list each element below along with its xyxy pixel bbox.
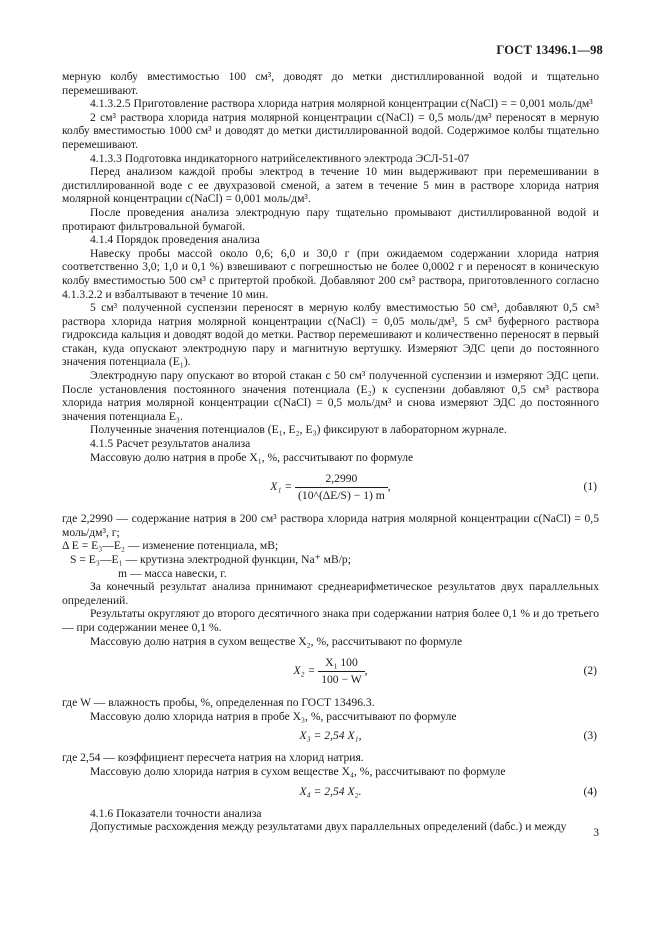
fraction-denominator: 100 − W: [321, 672, 362, 686]
fraction: [295, 472, 388, 502]
section-heading-4-1-4: 4.1.4 Порядок проведения анализа: [90, 233, 260, 247]
paragraph: Массовую долю натрия в сухом веществе X₂, %, рассчитывают по формуле: [90, 634, 463, 648]
paragraph: Массовую долю хлорида натрия в сухом веществе X₄, %, рассчитывают по формуле: [90, 764, 506, 778]
paragraph: где 2,54 — коэффициент пересчета натрия на хлорид натрия.: [62, 751, 364, 765]
paragraph: Результаты округляют до второго десятичного знака при содержании натрия более 0,1 % и до третьего — при содержании менее 0,1 %.: [62, 607, 599, 634]
paragraph: Навеску пробы массой около 0,6; 6,0 и 30,0 г (при ожидаемом содержании хлорида натрия соответственно 3,0; 1,0 и 0,1 %) взвешивают с погрешностью не более 0,0002 г и переносят в коническую колбу вместимостью 500 см³ с притертой пробкой. Добавляют 200 см³ раствора, приготовленного согласно 4.1.3.2.2 и взбалтывают в течение 10 мин.: [62, 246, 599, 301]
legend-line: S = E₃—E₁ — крутизна электродной функции, Na⁺ мВ/р;: [70, 553, 351, 566]
fraction: [318, 656, 364, 686]
formula-lhs: X₂ =: [293, 663, 316, 677]
paragraph: 2 см³ раствора хлорида натрия молярной концентрации c(NaCl) = 0,5 моль/дм³ переносят в мерную колбу вместимостью 1000 см³ и доводят до метки дистиллированной водой. Содержимое колбы тщательно перемешивают.: [62, 110, 599, 151]
formula-3: [62, 726, 599, 746]
paragraph: Перед анализом каждой пробы электрод в течение 10 мин выдерживают при перемешивании в дистиллированной воде с ее двухразовой сменой, а затем в течение 5 мин в растворе хлорида натрия молярной концентрации c(NaCl) = 0,001 моль/дм³.: [62, 165, 599, 206]
fraction-denominator: (10^(ΔE/S) − 1) m: [298, 488, 385, 502]
formula-2: X₂ = $\frac{\text{X₁ 100}}{100 - W}$ , (2): [293, 656, 597, 686]
formula-expression: X₃ = 2,54 X₁,: [299, 729, 362, 743]
paragraph: Массовую долю хлорида натрия в пробе X₃, %, рассчитывают по формуле: [90, 709, 457, 723]
fraction-numerator: X₁ 100: [318, 656, 364, 672]
paragraph: За конечный результат анализа принимают среднеарифметическое результатов двух параллельных определений.: [62, 580, 599, 607]
paragraph: После проведения анализа электродную пару тщательно промывают дистиллированной водой и протирают фильтровальной бумагой.: [62, 205, 599, 233]
formula-4: [62, 782, 599, 802]
formula-legend: [62, 512, 599, 580]
legend-line: Δ E = E₃—E₂ — изменение потенциала, мВ;: [62, 539, 279, 553]
formula-expression: X₄ = 2,54 X₂.: [299, 784, 362, 798]
paragraph: Электродную пару опускают во второй стакан с 50 см³ полученной суспензии и измеряют ЭДС цепи. После установления постоянного значения потенциала (E₂) к суспензии добавляют 0,5 см³ раствора хлорида натрия молярной концентрации c(NaCl) = 0,5 моль/дм³ и снова измеряют ЭДС до постоянного значения потенциала E₃.: [62, 369, 599, 423]
paragraph: 5 см³ полученной суспензии переносят в мерную колбу вместимостью 50 см³, добавляют 0,5 см³ раствора хлорида натрия молярной концентрации c(NaCl) = 0,05 моль/дм³, 5 см³ буферного раствора гидроксида кальция и доводят водой до метки. Раствор перемешивают и количественно переносят в первый стакан, куда опускают электродную пару и магнитную вертушку. Измеряют ЭДС цепи до постоянного значения потенциала (E₁).: [62, 301, 599, 369]
legend-line: m — масса навески, г.: [118, 566, 227, 580]
paragraph: где W — влажность пробы, %, определенная по ГОСТ 13496.3.: [62, 696, 375, 710]
document-body: [62, 70, 599, 834]
paragraph: мерную колбу вместимостью 100 см³, доводят до метки дистиллированной водой и тщательно перемешивают.: [62, 70, 599, 97]
formula-number: (3): [583, 729, 597, 743]
section-heading-4-1-3-3: 4.1.3.3 Подготовка индикаторного натрийселективного электрода ЭСЛ-51-07: [90, 151, 470, 165]
page-number: 3: [593, 826, 599, 839]
formula-number: (2): [583, 664, 597, 678]
formula-1: X₁ = $\frac{2,2990}{(10\^{}(\Delta E/S) - 1) m}$ , (1): [270, 472, 597, 502]
section-heading-4-1-6: 4.1.6 Показатели точности анализа: [90, 806, 262, 820]
section-heading-4-1-3-2-5: 4.1.3.2.5 Приготовление раствора хлорида натрия молярной концентрации c(NaCl) = = 0,001 моль/дм³: [90, 97, 593, 111]
formula-number: (4): [583, 784, 597, 798]
standard-code-header: ГОСТ 13496.1—98: [496, 43, 603, 57]
section-heading-4-1-5: 4.1.5 Расчет результатов анализа: [90, 437, 251, 451]
paragraph: Допустимые расхождения между результатами двух параллельных определений (dабс.) и между: [90, 820, 567, 834]
formula-number: (1): [583, 480, 597, 494]
fraction-numerator: 2,2990: [295, 472, 388, 488]
formula-lhs: X₁ =: [270, 479, 293, 493]
paragraph: Полученные значения потенциалов (E₁, E₂, E₃) фиксируют в лабораторном журнале.: [90, 423, 507, 437]
legend-line: где 2,2990 — содержание натрия в 200 см³ раствора хлорида натрия молярной концентрации c(NaCl) = 0,5 моль/дм³, г;: [62, 512, 599, 539]
paragraph: Массовую долю натрия в пробе X₁, %, рассчитывают по формуле: [90, 450, 414, 464]
